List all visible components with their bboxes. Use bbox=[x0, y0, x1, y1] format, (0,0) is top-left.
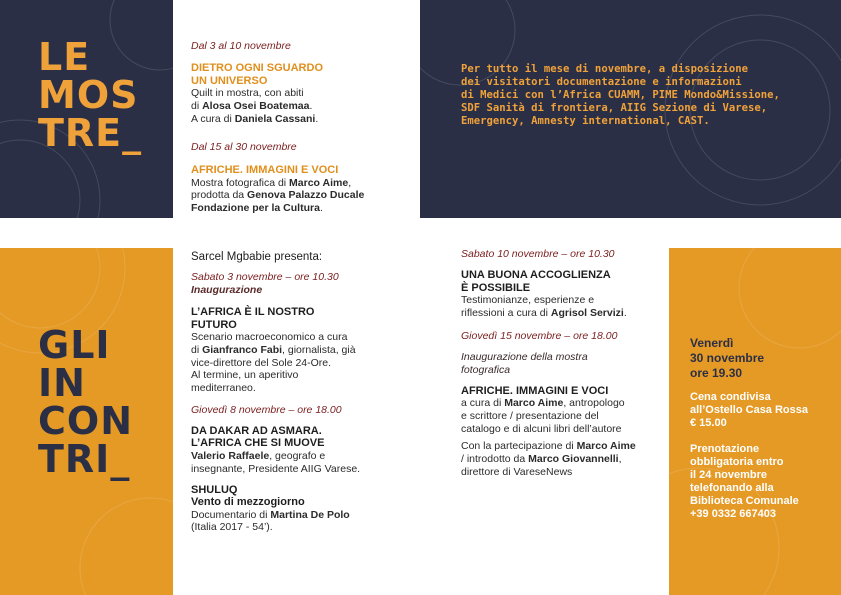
text: . bbox=[315, 112, 319, 125]
desc-line bbox=[461, 307, 666, 320]
cena-line: Cena condivisa bbox=[690, 391, 771, 403]
desc-line bbox=[191, 344, 421, 357]
event-date: Giovedì 8 novembre – ore 18.00 bbox=[191, 403, 342, 416]
incontri-title bbox=[38, 323, 133, 481]
desc-line bbox=[191, 100, 416, 113]
event-desc bbox=[191, 450, 421, 476]
phone-number: +39 0332 667403 bbox=[690, 508, 776, 520]
org-name: Agrisol Servizi bbox=[550, 306, 624, 319]
artist-name: Alosa Osei Boatemaa bbox=[202, 99, 310, 112]
desc-line bbox=[191, 509, 421, 522]
info-line: dei visitatori documentazione e informazioni bbox=[461, 76, 742, 88]
incontri-col-1 bbox=[191, 250, 421, 534]
event-title-line: È POSSIBILE bbox=[461, 281, 531, 294]
booking-line: Prenotazione bbox=[690, 443, 760, 455]
mostra-2 bbox=[191, 141, 416, 215]
event-title bbox=[191, 484, 421, 509]
event-title-line: DIETRO OGNI SGUARDO bbox=[191, 62, 324, 74]
desc-line: Quilt in mostra, con abiti bbox=[191, 87, 304, 99]
event-desc bbox=[191, 87, 416, 125]
guest-name: Marco Aime bbox=[576, 440, 636, 453]
text: . bbox=[623, 306, 627, 319]
desc-line bbox=[191, 202, 416, 215]
desc-line: Testimonianze, esperienze e bbox=[461, 294, 595, 306]
text: riflessioni a cura di bbox=[461, 306, 551, 319]
desc-line bbox=[191, 189, 416, 202]
event-date: Sabato 3 novembre – ore 10.30 bbox=[191, 271, 339, 283]
event-desc bbox=[461, 294, 666, 320]
text: . bbox=[309, 99, 313, 112]
desc-line bbox=[461, 397, 666, 410]
cena-line: all’Ostello Casa Rossa bbox=[690, 404, 808, 416]
event-title-line: UN UNIVERSO bbox=[191, 74, 268, 87]
text: / introdotto da bbox=[461, 453, 529, 466]
desc-line bbox=[191, 177, 416, 190]
event-date: Dal 15 al 30 novembre bbox=[191, 141, 297, 153]
event-sub: Inaugurazione bbox=[191, 284, 263, 296]
mostre-title-panel bbox=[0, 0, 173, 218]
event-title bbox=[461, 269, 666, 294]
title-line: TRI_ bbox=[38, 437, 131, 481]
text: , geografo e bbox=[269, 449, 326, 462]
booking-line: telefonando alla bbox=[690, 482, 774, 494]
text: Con la partecipazione di bbox=[461, 440, 577, 453]
desc-line: Al termine, un aperitivo bbox=[191, 369, 299, 382]
event-date: Giovedì 15 novembre – ore 18.00 bbox=[461, 329, 618, 342]
info-line: Per tutto il mese di novembre, a disposizione bbox=[461, 63, 749, 75]
director-name: Martina De Polo bbox=[270, 508, 350, 521]
booking-line: obbligatoria entro bbox=[690, 456, 784, 468]
booking-line: il 24 novembre bbox=[690, 469, 768, 481]
speaker-name: Valerio Raffaele bbox=[191, 449, 270, 462]
desc-line: insegnante, Presidente AIIG Varese. bbox=[191, 462, 361, 475]
desc-line: mediterraneo. bbox=[191, 382, 256, 395]
event-title-line: L’AFRICA CHE SI MUOVE bbox=[191, 437, 325, 450]
event-title: AFRICHE. IMMAGINI E VOCI bbox=[461, 384, 609, 397]
text: di bbox=[191, 343, 203, 356]
text: . bbox=[319, 202, 323, 215]
author-name: Marco Aime bbox=[504, 397, 564, 410]
desc-line: vice-direttore del Sole 24-Ore. bbox=[191, 356, 332, 369]
curator-name: Daniela Cassani bbox=[234, 112, 316, 125]
title-line: TRE_ bbox=[38, 111, 143, 155]
text: , bbox=[618, 453, 622, 466]
info-line: SDF Sanità di frontiera, AIIG Sezione di Varese, bbox=[461, 102, 768, 114]
cena-time: ore 19.30 bbox=[690, 366, 743, 380]
event-title-line: FUTURO bbox=[191, 318, 237, 331]
event-title bbox=[191, 306, 421, 331]
title-line: MOS bbox=[38, 73, 139, 117]
cena-price: € 15.00 bbox=[690, 417, 727, 429]
event-title-line: L’AFRICA È IL NOSTRO bbox=[191, 306, 315, 318]
event-desc bbox=[191, 331, 421, 395]
text: A cura di bbox=[191, 112, 235, 125]
text: prodotta da bbox=[191, 189, 248, 202]
author-name: Marco Aime bbox=[289, 176, 349, 189]
booking-line: Biblioteca Comunale bbox=[690, 495, 799, 507]
text: Mostra fotografica di bbox=[191, 176, 290, 189]
event-title-line: SHULUQ bbox=[191, 483, 238, 496]
text: , bbox=[348, 176, 352, 189]
desc-line: Scenario macroeconomico a cura bbox=[191, 331, 348, 343]
info-line: Emergency, Amnesty international, CAST. bbox=[461, 115, 710, 127]
title-line: IN bbox=[38, 361, 86, 405]
event-title-line: DA DAKAR AD ASMARA. bbox=[191, 424, 322, 437]
event-title: AFRICHE. IMMAGINI E VOCI bbox=[191, 164, 339, 176]
event-title-line: UNA BUONA ACCOGLIENZA bbox=[461, 269, 611, 281]
text: a cura di bbox=[461, 397, 505, 410]
text: , antropologo bbox=[563, 397, 625, 410]
desc-line: catalogo e di alcuni libri dell’autore bbox=[461, 422, 622, 435]
speaker-name: Gianfranco Fabi bbox=[202, 343, 283, 356]
event-sub: fotografica bbox=[461, 363, 511, 376]
presenta-label: Sarcel Mgbabie presenta: bbox=[191, 251, 323, 263]
title-line: GLI bbox=[38, 323, 111, 367]
event-title bbox=[191, 62, 416, 87]
cena-info bbox=[690, 336, 808, 521]
event-desc bbox=[461, 397, 666, 479]
cena-date: 30 novembre bbox=[690, 351, 765, 365]
desc-line bbox=[461, 440, 666, 453]
text: , giornalista, già bbox=[282, 343, 356, 356]
producer-name: Genova Palazzo Ducale bbox=[247, 189, 365, 202]
cena-day: Venerdì bbox=[690, 336, 734, 350]
text: di bbox=[191, 99, 203, 112]
text: Documentario di bbox=[191, 508, 271, 521]
event-desc bbox=[191, 509, 421, 535]
guest-name: Marco Giovannelli bbox=[528, 453, 619, 466]
producer-name: Fondazione per la Cultura bbox=[191, 202, 320, 215]
desc-line bbox=[191, 113, 416, 126]
desc-line bbox=[191, 450, 421, 463]
event-date: Dal 3 al 10 novembre bbox=[191, 40, 291, 52]
incontri-title-panel bbox=[0, 248, 173, 595]
event-date: Sabato 10 novembre – ore 10.30 bbox=[461, 248, 615, 260]
desc-line: (Italia 2017 - 54’). bbox=[191, 521, 273, 534]
mostre-title bbox=[38, 35, 143, 155]
event-desc bbox=[191, 177, 416, 215]
info-text bbox=[461, 63, 780, 128]
title-line: LE bbox=[38, 35, 91, 79]
event-title bbox=[191, 425, 421, 450]
desc-line bbox=[461, 453, 666, 466]
incontri-col-2 bbox=[461, 248, 666, 479]
desc-line: e scrittore / presentazione del bbox=[461, 409, 599, 422]
mostra-1 bbox=[191, 40, 416, 125]
title-line: CON bbox=[38, 399, 133, 443]
desc-line: direttore di VareseNews bbox=[461, 466, 573, 479]
info-line: di Medici con l’Africa CUAMM, PIME Mondo&Missione, bbox=[461, 89, 780, 101]
event-sub: Inaugurazione della mostra bbox=[461, 350, 588, 363]
event-subtitle: Vento di mezzogiorno bbox=[191, 496, 305, 509]
